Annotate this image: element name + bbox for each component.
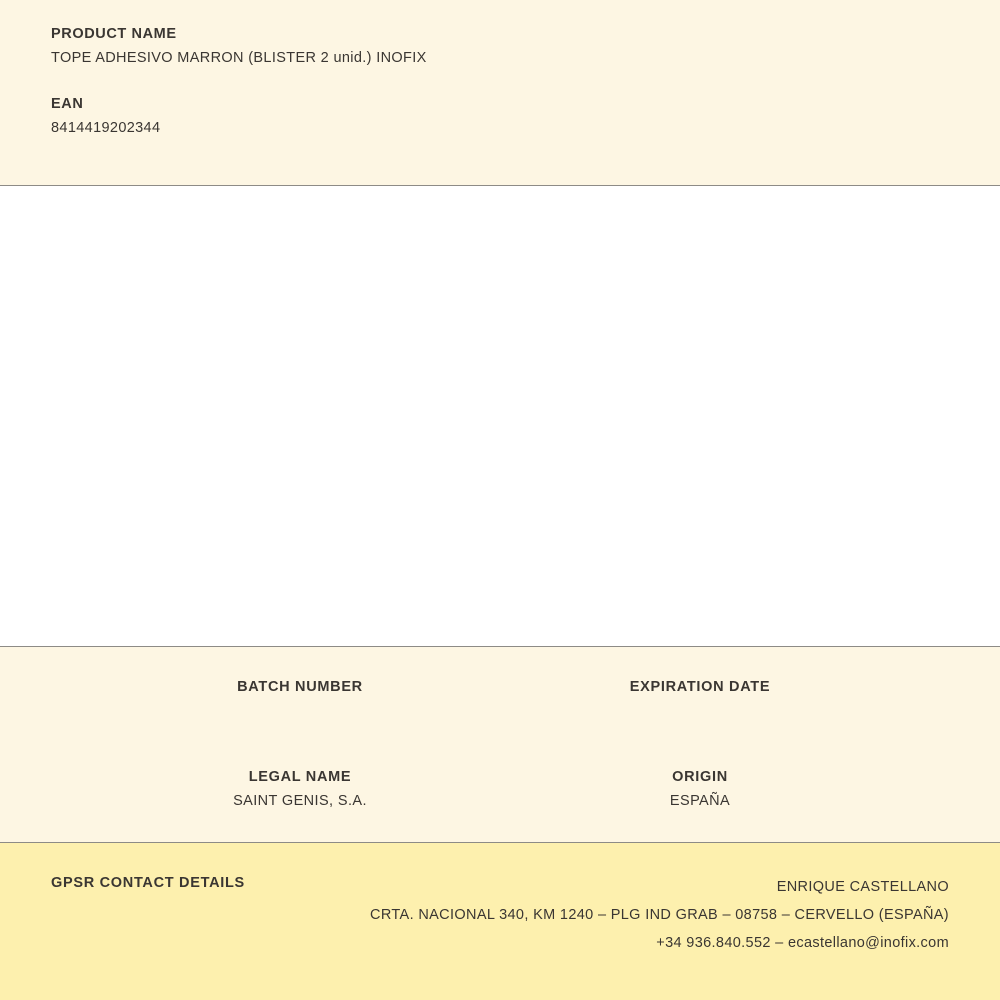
legal-name-value: SAINT GENIS, S.A.	[233, 793, 367, 809]
product-name-field	[0, 26, 1000, 66]
ean-value: 8414419202344	[51, 120, 161, 136]
legal-name-label: LEGAL NAME	[248, 769, 352, 785]
gpsr-contact-band	[0, 843, 1000, 1000]
gpsr-contact-lines	[370, 873, 949, 957]
gpsr-contact-name: ENRIQUE CASTELLANO	[776, 879, 949, 895]
gpsr-contact-phone-email: +34 936.840.552 – ecastellano@inofix.com	[656, 935, 949, 951]
spacer	[0, 66, 1000, 96]
product-image-area	[0, 186, 1000, 647]
product-name-value: TOPE ADHESIVO MARRON (BLISTER 2 unid.) INOFIX	[51, 50, 427, 66]
ean-field	[0, 96, 1000, 136]
batch-number-field	[150, 679, 450, 721]
origin-field	[550, 769, 850, 811]
gpsr-contact-label: GPSR CONTACT DETAILS	[51, 875, 245, 891]
details-columns	[0, 647, 1000, 842]
batch-number-value	[150, 703, 450, 721]
ean-label: EAN	[51, 96, 84, 112]
gpsr-contact-address: CRTA. NACIONAL 340, KM 1240 – PLG IND GRAB – 08758 – CERVELLO (ESPAÑA)	[370, 907, 949, 923]
batch-number-label: BATCH NUMBER	[237, 679, 363, 695]
origin-value: ESPAÑA	[669, 793, 731, 809]
product-details-band	[0, 647, 1000, 843]
product-header-block	[0, 0, 1000, 186]
expiration-date-field	[550, 679, 850, 721]
legal-name-field	[150, 769, 450, 811]
expiration-date-value	[550, 703, 850, 721]
expiration-date-label: EXPIRATION DATE	[629, 679, 771, 695]
origin-label: ORIGIN	[672, 769, 728, 785]
product-name-label: PRODUCT NAME	[51, 26, 177, 42]
